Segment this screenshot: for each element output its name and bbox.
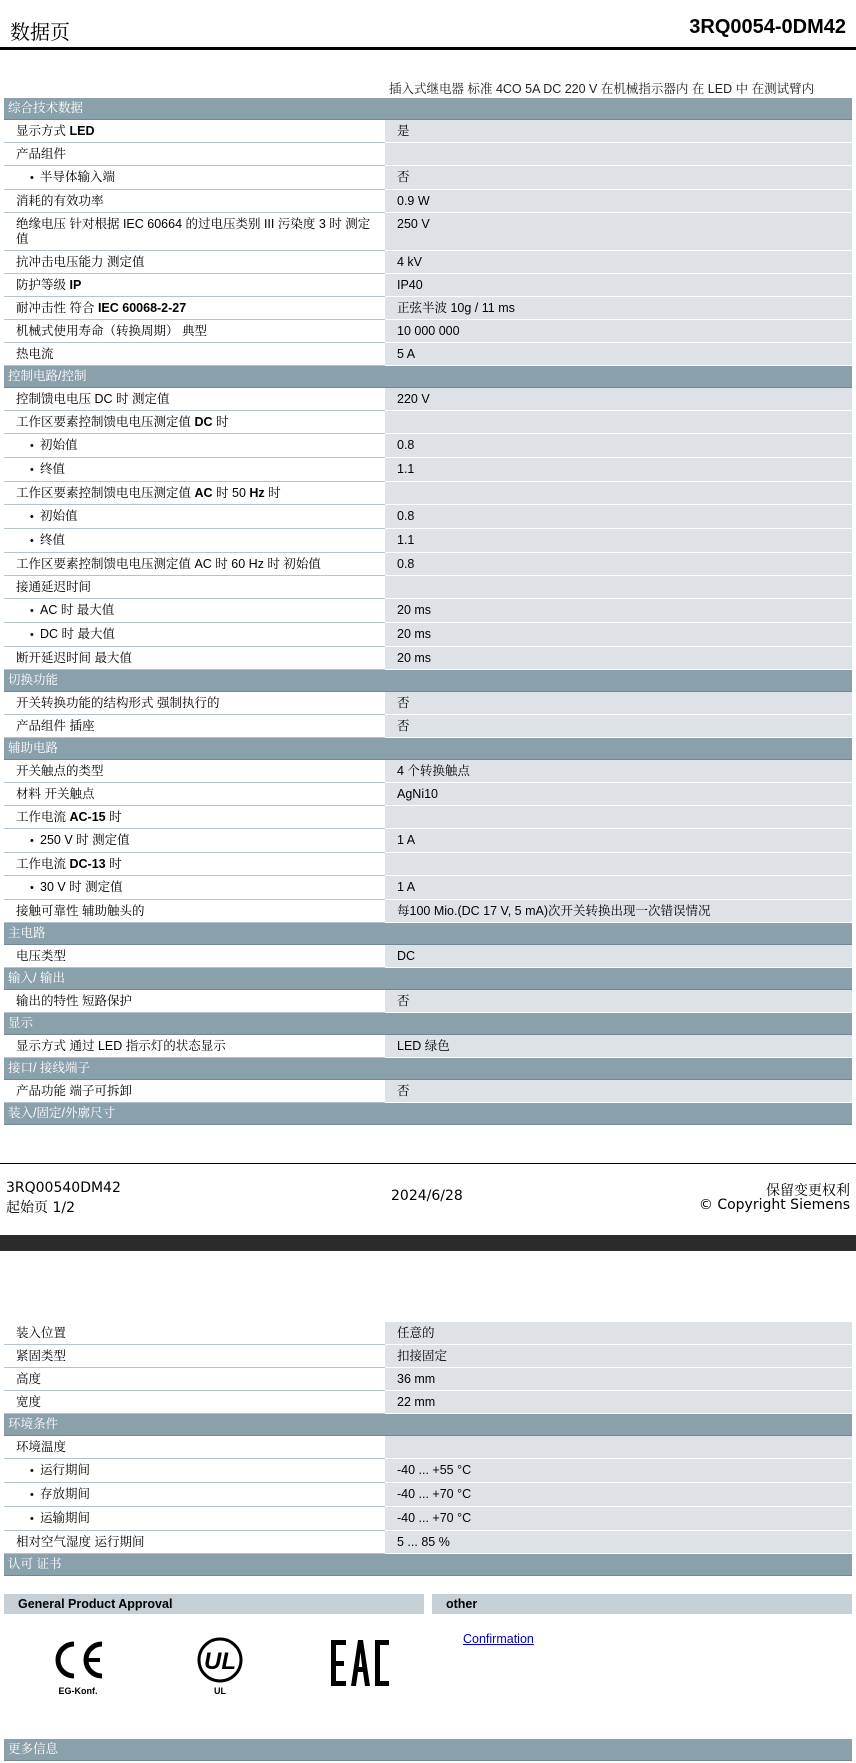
spec-row [4, 411, 852, 434]
spec-value: -40 ... +70 °C [385, 1483, 852, 1507]
spec-value [385, 853, 852, 876]
spec-value: 220 V [385, 388, 852, 411]
spec-value [385, 1436, 852, 1459]
spec-label: 材料 开关触点 [4, 783, 385, 806]
spec-label: 控制馈电电压 DC 时 测定值 [4, 388, 385, 411]
spec-value: 5 ... 85 % [385, 1531, 852, 1554]
spec-label: 机械式使用寿命（转换周期） 典型 [4, 320, 385, 343]
spec-value [385, 1414, 852, 1436]
spec-row [4, 760, 852, 783]
spec-row [4, 1531, 852, 1554]
spec-label: • 初始值 [4, 505, 385, 529]
spec-row [4, 120, 852, 143]
spec-label: 开关触点的类型 [4, 760, 385, 783]
spec-label: 绝缘电压 针对根据 IEC 60664 的过电压类别 III 污染度 3 时 测定值 [4, 213, 385, 251]
section-title: 输入/ 输出 [4, 968, 385, 990]
spec-row [4, 458, 852, 482]
section-header [4, 923, 852, 945]
svg-text:UL: UL [204, 1648, 236, 1675]
spec-value [385, 482, 852, 505]
spec-label: • DC 时 最大值 [4, 623, 385, 647]
ul-logo [194, 1636, 246, 1703]
spec-value [385, 411, 852, 434]
spec-label: 工作电流 DC-13 时 [4, 853, 385, 876]
spec-value: 5 A [385, 343, 852, 366]
spec-label: 产品功能 端子可拆卸 [4, 1080, 385, 1103]
spec-label: • 250 V 时 测定值 [4, 829, 385, 853]
spec-label: • AC 时 最大值 [4, 599, 385, 623]
section-title: 环境条件 [4, 1414, 385, 1436]
spec-value: 否 [385, 166, 852, 190]
spec-row [4, 297, 852, 320]
spec-row [4, 599, 852, 623]
spec-value: 20 ms [385, 599, 852, 623]
page-separator [0, 1235, 856, 1251]
section-header [4, 670, 852, 692]
spec-row [4, 1345, 852, 1368]
spec-row [4, 1322, 852, 1345]
certificates-table [4, 1594, 852, 1734]
spec-table-page-1 [4, 98, 852, 1125]
spec-value: 否 [385, 715, 852, 738]
spec-value: 否 [385, 990, 852, 1013]
spec-row [4, 876, 852, 900]
spec-row [4, 1080, 852, 1103]
section-title: 认可 证书 [4, 1554, 385, 1576]
spec-row [4, 576, 852, 599]
spec-label: 接触可靠性 辅助触头的 [4, 900, 385, 923]
spec-row [4, 853, 852, 876]
spec-value: 1 A [385, 876, 852, 900]
section-title: 主电路 [4, 923, 385, 945]
spec-row [4, 482, 852, 505]
spec-label: • 运行期间 [4, 1459, 385, 1483]
section-title: 接口/ 接线端子 [4, 1058, 385, 1080]
certificates-header-row [4, 1594, 852, 1614]
spec-label: 断开延迟时间 最大值 [4, 647, 385, 670]
spec-row [4, 190, 852, 213]
spec-value [385, 98, 852, 120]
spec-value: -40 ... +70 °C [385, 1507, 852, 1531]
spec-value [385, 1554, 852, 1576]
spec-label: 显示方式 LED [4, 120, 385, 143]
spec-value: 是 [385, 120, 852, 143]
spec-label: 接通延迟时间 [4, 576, 385, 599]
spec-label: 相对空气湿度 运行期间 [4, 1531, 385, 1554]
spec-label: 开关转换功能的结构形式 强制执行的 [4, 692, 385, 715]
spec-label: 产品组件 [4, 143, 385, 166]
spec-label: • 运输期间 [4, 1507, 385, 1531]
spec-value: 否 [385, 1080, 852, 1103]
spec-value: DC [385, 945, 852, 968]
spec-row [4, 1436, 852, 1459]
eac-mark-icon [329, 1636, 391, 1692]
spec-value: 0.8 [385, 434, 852, 458]
section-title: 控制电路/控制 [4, 366, 385, 388]
spec-row [4, 143, 852, 166]
spec-value: 0.8 [385, 553, 852, 576]
ul-mark-icon [194, 1636, 246, 1698]
section-title: 更多信息 [4, 1739, 385, 1761]
page-footer [0, 1163, 856, 1235]
spec-row [4, 529, 852, 553]
spec-label: 装入位置 [4, 1322, 385, 1345]
spec-value [385, 1058, 852, 1080]
spec-row [4, 434, 852, 458]
spec-value: 扣接固定 [385, 1345, 852, 1368]
spec-label: 防护等级 IP [4, 274, 385, 297]
spec-value: 250 V [385, 213, 852, 251]
more-info-section [4, 1739, 852, 1761]
spec-label: 产品组件 插座 [4, 715, 385, 738]
spec-row [4, 251, 852, 274]
eac-logo [329, 1636, 391, 1697]
spec-label: 工作电流 AC-15 时 [4, 806, 385, 829]
confirmation-link[interactable]: Confirmation [463, 1632, 534, 1646]
spec-row [4, 1391, 852, 1414]
section-header [4, 366, 852, 388]
spec-value: LED 绿色 [385, 1035, 852, 1058]
spec-row [4, 1035, 852, 1058]
spec-value: 正弦半波 10g / 11 ms [385, 297, 852, 320]
section-header [4, 738, 852, 760]
spec-label: • 终值 [4, 458, 385, 482]
spec-row [4, 783, 852, 806]
datasheet-title: 数据页 [10, 22, 70, 44]
spec-value: 1.1 [385, 529, 852, 553]
spec-value: IP40 [385, 274, 852, 297]
spec-label: 环境温度 [4, 1436, 385, 1459]
section-header [4, 98, 852, 120]
spec-label: 高度 [4, 1368, 385, 1391]
spec-value: 任意的 [385, 1322, 852, 1345]
section-header [4, 1739, 852, 1761]
section-header [4, 968, 852, 990]
spec-label: 宽度 [4, 1391, 385, 1414]
spec-value: 22 mm [385, 1391, 852, 1414]
spec-label: 热电流 [4, 343, 385, 366]
spec-value: 10 000 000 [385, 320, 852, 343]
spec-value [385, 923, 852, 945]
spec-label: 抗冲击电压能力 测定值 [4, 251, 385, 274]
svg-text:EG-Konf.: EG-Konf. [58, 1686, 98, 1696]
spec-value: 20 ms [385, 623, 852, 647]
spec-value [385, 366, 852, 388]
spec-row [4, 166, 852, 190]
spec-row [4, 692, 852, 715]
spec-value [385, 738, 852, 760]
spec-value: 否 [385, 692, 852, 715]
spec-value: 36 mm [385, 1368, 852, 1391]
spec-value [385, 968, 852, 990]
spec-value: AgNi10 [385, 783, 852, 806]
spec-label: 电压类型 [4, 945, 385, 968]
spec-value [385, 576, 852, 599]
spec-row [4, 900, 852, 923]
product-description: 插入式继电器 标准 4CO 5A DC 220 V 在机械指示器内 在 LED 中 在测试臂内 [389, 82, 815, 96]
spec-row [4, 1368, 852, 1391]
section-header [4, 1554, 852, 1576]
spec-row [4, 553, 852, 576]
section-title: 装入/固定/外廓尺寸 [4, 1103, 385, 1125]
spec-row [4, 213, 852, 251]
spec-row [4, 990, 852, 1013]
cert-col-general-approval: General Product Approval [4, 1594, 424, 1614]
product-number: 3RQ0054-0DM42 [689, 16, 846, 38]
spec-row [4, 1507, 852, 1531]
section-header [4, 1058, 852, 1080]
spec-value: 1.1 [385, 458, 852, 482]
spec-table-page-2 [4, 1322, 852, 1576]
page-2 [0, 1251, 856, 1763]
spec-label: 耐冲击性 符合 IEC 60068-2-27 [4, 297, 385, 320]
spec-row [4, 1483, 852, 1507]
spec-value [385, 1013, 852, 1035]
spec-row [4, 945, 852, 968]
section-header [4, 1103, 852, 1125]
spec-value: 0.8 [385, 505, 852, 529]
spec-label: 输出的特性 短路保护 [4, 990, 385, 1013]
ce-logo [48, 1636, 108, 1703]
spec-label: 消耗的有效功率 [4, 190, 385, 213]
spec-label: • 存放期间 [4, 1483, 385, 1507]
section-title: 显示 [4, 1013, 385, 1035]
section-header [4, 1013, 852, 1035]
product-description-row [4, 53, 852, 101]
spec-value [385, 806, 852, 829]
spec-label: • 终值 [4, 529, 385, 553]
footer-page-number: 起始页 1/2 [6, 1200, 75, 1216]
svg-text:UL: UL [214, 1686, 226, 1696]
spec-value [385, 143, 852, 166]
footer-article-number: 3RQ00540DM42 [6, 1180, 121, 1196]
spec-row [4, 829, 852, 853]
spec-value: 4 个转换触点 [385, 760, 852, 783]
ce-mark-icon [48, 1636, 108, 1698]
spec-row [4, 274, 852, 297]
footer-rights: 保留变更权利 [766, 1183, 850, 1199]
spec-label: 显示方式 通过 LED 指示灯的状态显示 [4, 1035, 385, 1058]
spec-value [385, 670, 852, 692]
spec-row [4, 715, 852, 738]
spec-value [385, 1103, 852, 1125]
spec-value: 每100 Mio.(DC 17 V, 5 mA)次开关转换出现一次错误情况 [385, 900, 852, 923]
spec-row [4, 1459, 852, 1483]
footer-copyright: © Copyright Siemens [698, 1197, 850, 1213]
spec-value: 0.9 W [385, 190, 852, 213]
spec-label: • 初始值 [4, 434, 385, 458]
section-header [4, 1414, 852, 1436]
spec-row [4, 647, 852, 670]
cert-col-other: other [432, 1594, 852, 1614]
spec-row [4, 806, 852, 829]
section-title: 辅助电路 [4, 738, 385, 760]
spec-value: 20 ms [385, 647, 852, 670]
spec-label: • 半导体输入端 [4, 166, 385, 190]
spec-row [4, 388, 852, 411]
section-title: 综合技术数据 [4, 98, 385, 120]
spec-label: 工作区要素控制馈电电压测定值 AC 时 50 Hz 时 [4, 482, 385, 505]
spec-row [4, 623, 852, 647]
page-header [0, 0, 856, 50]
spec-label: 紧固类型 [4, 1345, 385, 1368]
spec-label: 工作区要素控制馈电电压测定值 DC 时 [4, 411, 385, 434]
spec-value: 1 A [385, 829, 852, 853]
spec-label: • 30 V 时 测定值 [4, 876, 385, 900]
spec-row [4, 505, 852, 529]
footer-date: 2024/6/28 [391, 1188, 463, 1204]
spec-value: -40 ... +55 °C [385, 1459, 852, 1483]
certificates-body [4, 1614, 852, 1734]
section-title: 切换功能 [4, 670, 385, 692]
spec-label: 工作区要素控制馈电电压测定值 AC 时 60 Hz 时 初始值 [4, 553, 385, 576]
spec-value: 4 kV [385, 251, 852, 274]
spec-row [4, 320, 852, 343]
spec-row [4, 343, 852, 366]
